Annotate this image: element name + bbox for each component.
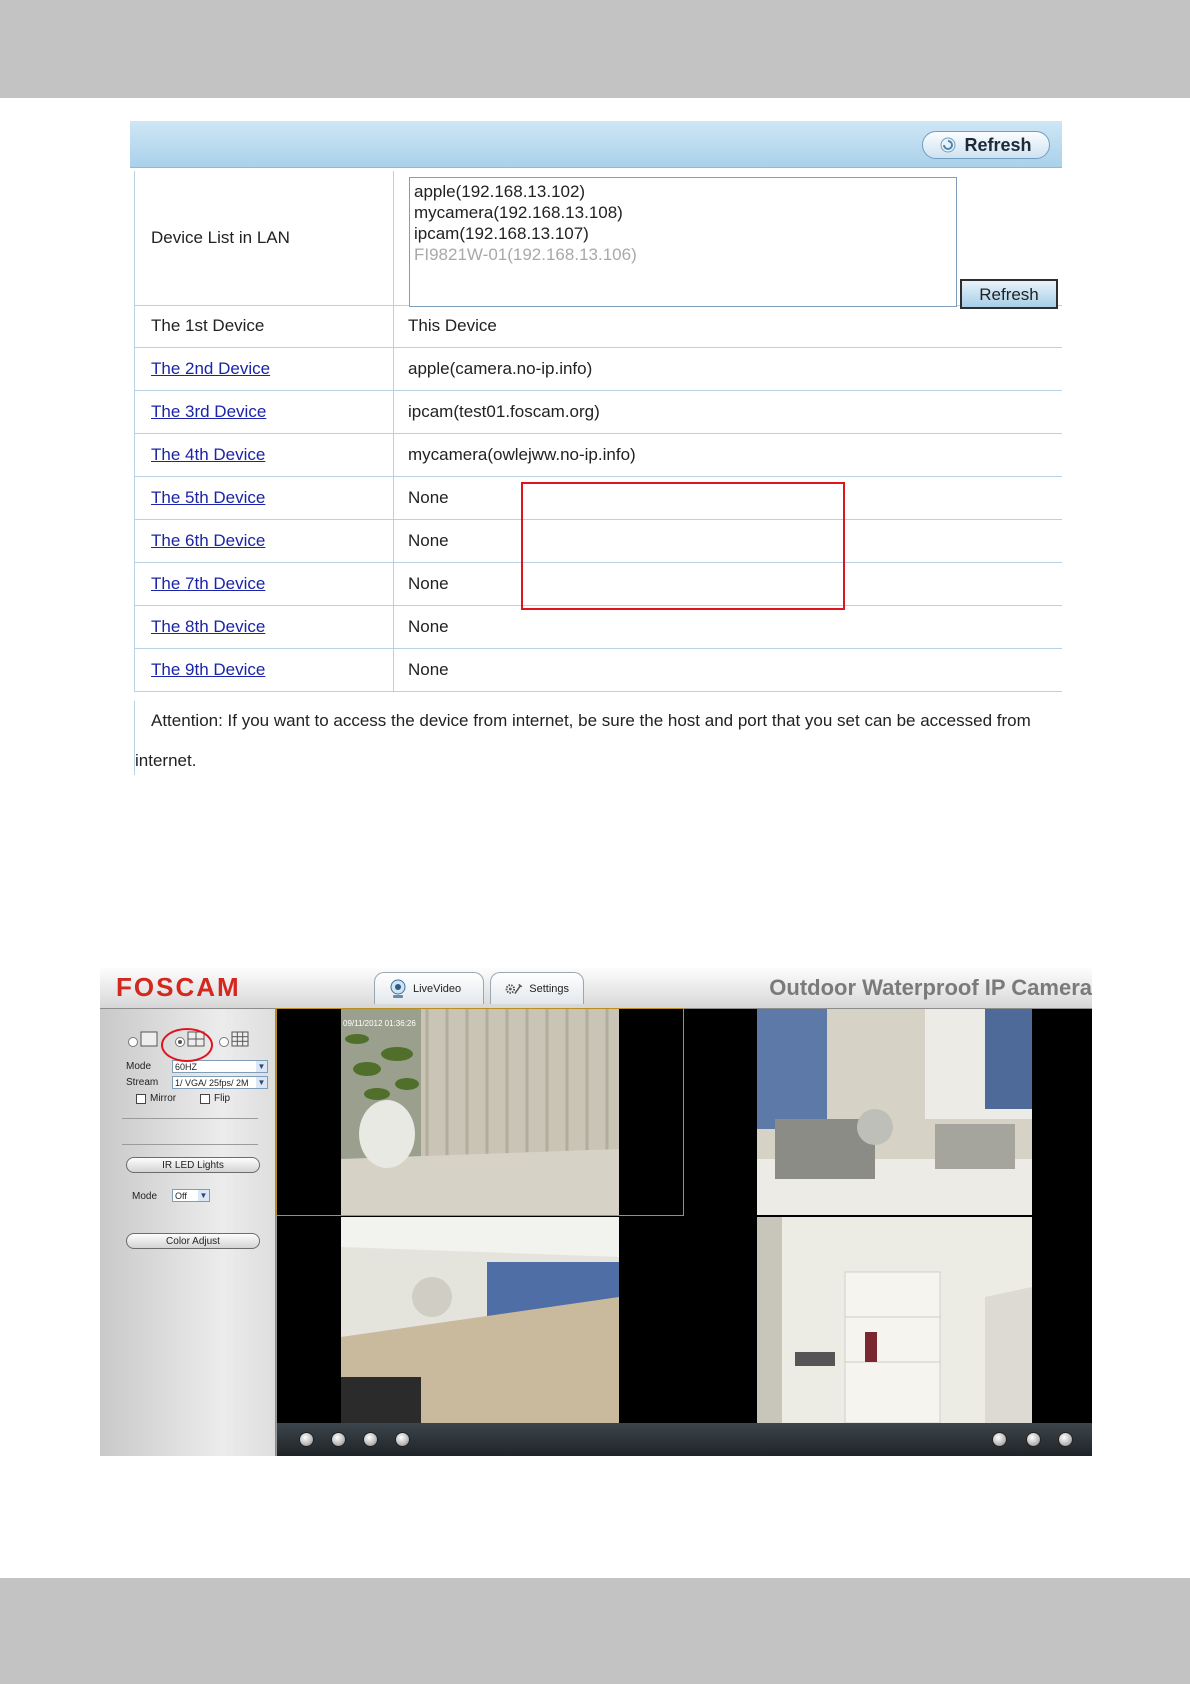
page-footer-band xyxy=(0,1578,1190,1684)
device-label-text: The 1st Device xyxy=(151,316,265,335)
tab-settings[interactable] xyxy=(490,972,584,1004)
ir-mode-select[interactable] xyxy=(172,1189,210,1202)
refresh-icon xyxy=(940,137,956,153)
device-row xyxy=(134,477,1062,520)
snapshot-icon[interactable] xyxy=(992,1432,1007,1447)
ir-led-lights-label: IR LED Lights xyxy=(162,1159,224,1171)
device-row-value: None xyxy=(408,531,449,550)
mode-value: 60HZ xyxy=(175,1062,198,1072)
device-row-label xyxy=(134,606,394,648)
device-row xyxy=(134,520,1062,563)
lan-device-entry[interactable]: apple(192.168.13.102) xyxy=(414,182,586,201)
color-adjust-button[interactable] xyxy=(126,1233,260,1249)
camera-feed-image xyxy=(277,1009,683,1215)
device-row xyxy=(134,434,1062,477)
flip-checkbox[interactable] xyxy=(200,1094,210,1104)
lan-device-entry[interactable]: mycamera(192.168.13.108) xyxy=(414,203,623,222)
ir-mode-value: Off xyxy=(175,1191,187,1201)
mode-label: Mode xyxy=(126,1061,152,1072)
video-grid xyxy=(277,1009,1092,1423)
list-refresh-label: Refresh xyxy=(979,285,1039,304)
mirror-label: Mirror xyxy=(150,1093,177,1104)
device-link[interactable]: The 4th Device xyxy=(151,445,266,464)
mirror-checkbox[interactable] xyxy=(136,1094,146,1104)
chevron-down-icon: ▼ xyxy=(199,1191,208,1200)
chevron-down-icon: ▼ xyxy=(257,1062,266,1071)
device-row-label xyxy=(134,520,394,562)
device-row xyxy=(134,305,1062,348)
layout-radio-nine[interactable] xyxy=(219,1037,229,1047)
device-row-value: None xyxy=(408,660,449,679)
webcam-icon xyxy=(389,979,407,999)
device-row-value: This Device xyxy=(408,316,497,335)
device-row-label xyxy=(134,477,394,519)
device-row xyxy=(134,563,1062,606)
tab-livevideo[interactable] xyxy=(374,972,484,1004)
lan-device-entry[interactable]: ipcam(192.168.13.107) xyxy=(414,224,589,243)
device-row-value: None xyxy=(408,617,449,636)
camera-sidebar xyxy=(100,1009,276,1456)
audio-icon[interactable] xyxy=(395,1432,410,1447)
device-link[interactable]: The 7th Device xyxy=(151,574,266,593)
camera-title: Outdoor Waterproof IP Camera xyxy=(769,975,1092,1000)
stream-select[interactable] xyxy=(172,1076,268,1089)
video-feed-3[interactable] xyxy=(277,1217,683,1423)
device-row-label xyxy=(134,649,394,691)
video-feed-1[interactable] xyxy=(277,1009,683,1215)
device-link[interactable]: The 3rd Device xyxy=(151,402,267,421)
device-list-panel xyxy=(130,121,1062,775)
camera-feed-image xyxy=(685,1217,1092,1423)
device-row-value: None xyxy=(408,574,449,593)
ir-mode-label: Mode xyxy=(132,1191,158,1202)
video-control-bar xyxy=(277,1423,1092,1456)
device-link[interactable]: The 6th Device xyxy=(151,531,266,550)
sidebar-divider xyxy=(122,1118,258,1119)
chevron-down-icon: ▼ xyxy=(257,1078,266,1087)
feed-timestamp: 09/11/2012 01:36:26 xyxy=(343,1019,416,1028)
fullscreen-icon[interactable] xyxy=(1058,1432,1073,1447)
camera-feed-image xyxy=(685,1009,1092,1215)
foscam-logo: FOSCAM xyxy=(116,972,241,1002)
device-row-label xyxy=(134,305,394,347)
play-icon[interactable] xyxy=(299,1432,314,1447)
nine-view-icon xyxy=(231,1031,249,1047)
refresh-button[interactable] xyxy=(922,131,1050,159)
layout-radio-four[interactable] xyxy=(175,1037,185,1047)
device-row xyxy=(134,649,1062,692)
talk-icon[interactable] xyxy=(363,1432,378,1447)
device-row-value: ipcam(test01.foscam.org) xyxy=(408,402,600,421)
lan-device-entry[interactable]: FI9821W-01(192.168.13.106) xyxy=(414,245,637,264)
device-link[interactable]: The 8th Device xyxy=(151,617,266,636)
four-view-icon xyxy=(187,1031,205,1047)
device-row-value: mycamera(owlejww.no-ip.info) xyxy=(408,445,636,464)
device-row xyxy=(134,391,1062,434)
single-view-icon xyxy=(140,1031,158,1047)
device-row-label xyxy=(134,563,394,605)
panel-header xyxy=(130,121,1062,168)
attention-note: Attention: If you want to access the device from internet, be sure the host and port that you set can be accessed from internet. xyxy=(134,701,1058,775)
mode-select[interactable] xyxy=(172,1060,268,1073)
page-header-band xyxy=(0,0,1190,98)
gears-icon xyxy=(505,980,523,998)
sidebar-divider xyxy=(122,1144,258,1145)
device-list-row xyxy=(134,171,1062,306)
lan-device-list[interactable] xyxy=(409,177,957,307)
device-row-label xyxy=(134,434,394,476)
device-row-label xyxy=(134,391,394,433)
device-link[interactable]: The 2nd Device xyxy=(151,359,271,378)
device-row-value: apple(camera.no-ip.info) xyxy=(408,359,593,378)
video-feed-4[interactable] xyxy=(685,1217,1092,1423)
layout-radio-single[interactable] xyxy=(128,1037,138,1047)
video-feed-2[interactable] xyxy=(685,1009,1092,1215)
flip-label: Flip xyxy=(214,1093,231,1104)
tab-settings-label: Settings xyxy=(529,982,569,995)
device-row xyxy=(134,348,1062,391)
camera-header xyxy=(100,968,1092,1009)
refresh-label: Refresh xyxy=(964,134,1032,155)
device-list-label: Device List in LAN xyxy=(134,171,394,305)
device-row xyxy=(134,606,1062,649)
stream-label: Stream xyxy=(126,1077,159,1088)
camera-feed-image xyxy=(277,1217,683,1423)
stop-icon[interactable] xyxy=(331,1432,346,1447)
camera-ui xyxy=(100,968,1092,1456)
tab-livevideo-label: LiveVideo xyxy=(413,982,462,995)
record-icon[interactable] xyxy=(1026,1432,1041,1447)
device-link[interactable]: The 9th Device xyxy=(151,660,266,679)
ir-led-lights-button[interactable] xyxy=(126,1157,260,1173)
device-row-value: None xyxy=(408,488,449,507)
device-row-label xyxy=(134,348,394,390)
color-adjust-label: Color Adjust xyxy=(166,1235,220,1247)
stream-value: 1/ VGA/ 25fps/ 2M xyxy=(175,1078,249,1088)
device-link[interactable]: The 5th Device xyxy=(151,488,266,507)
